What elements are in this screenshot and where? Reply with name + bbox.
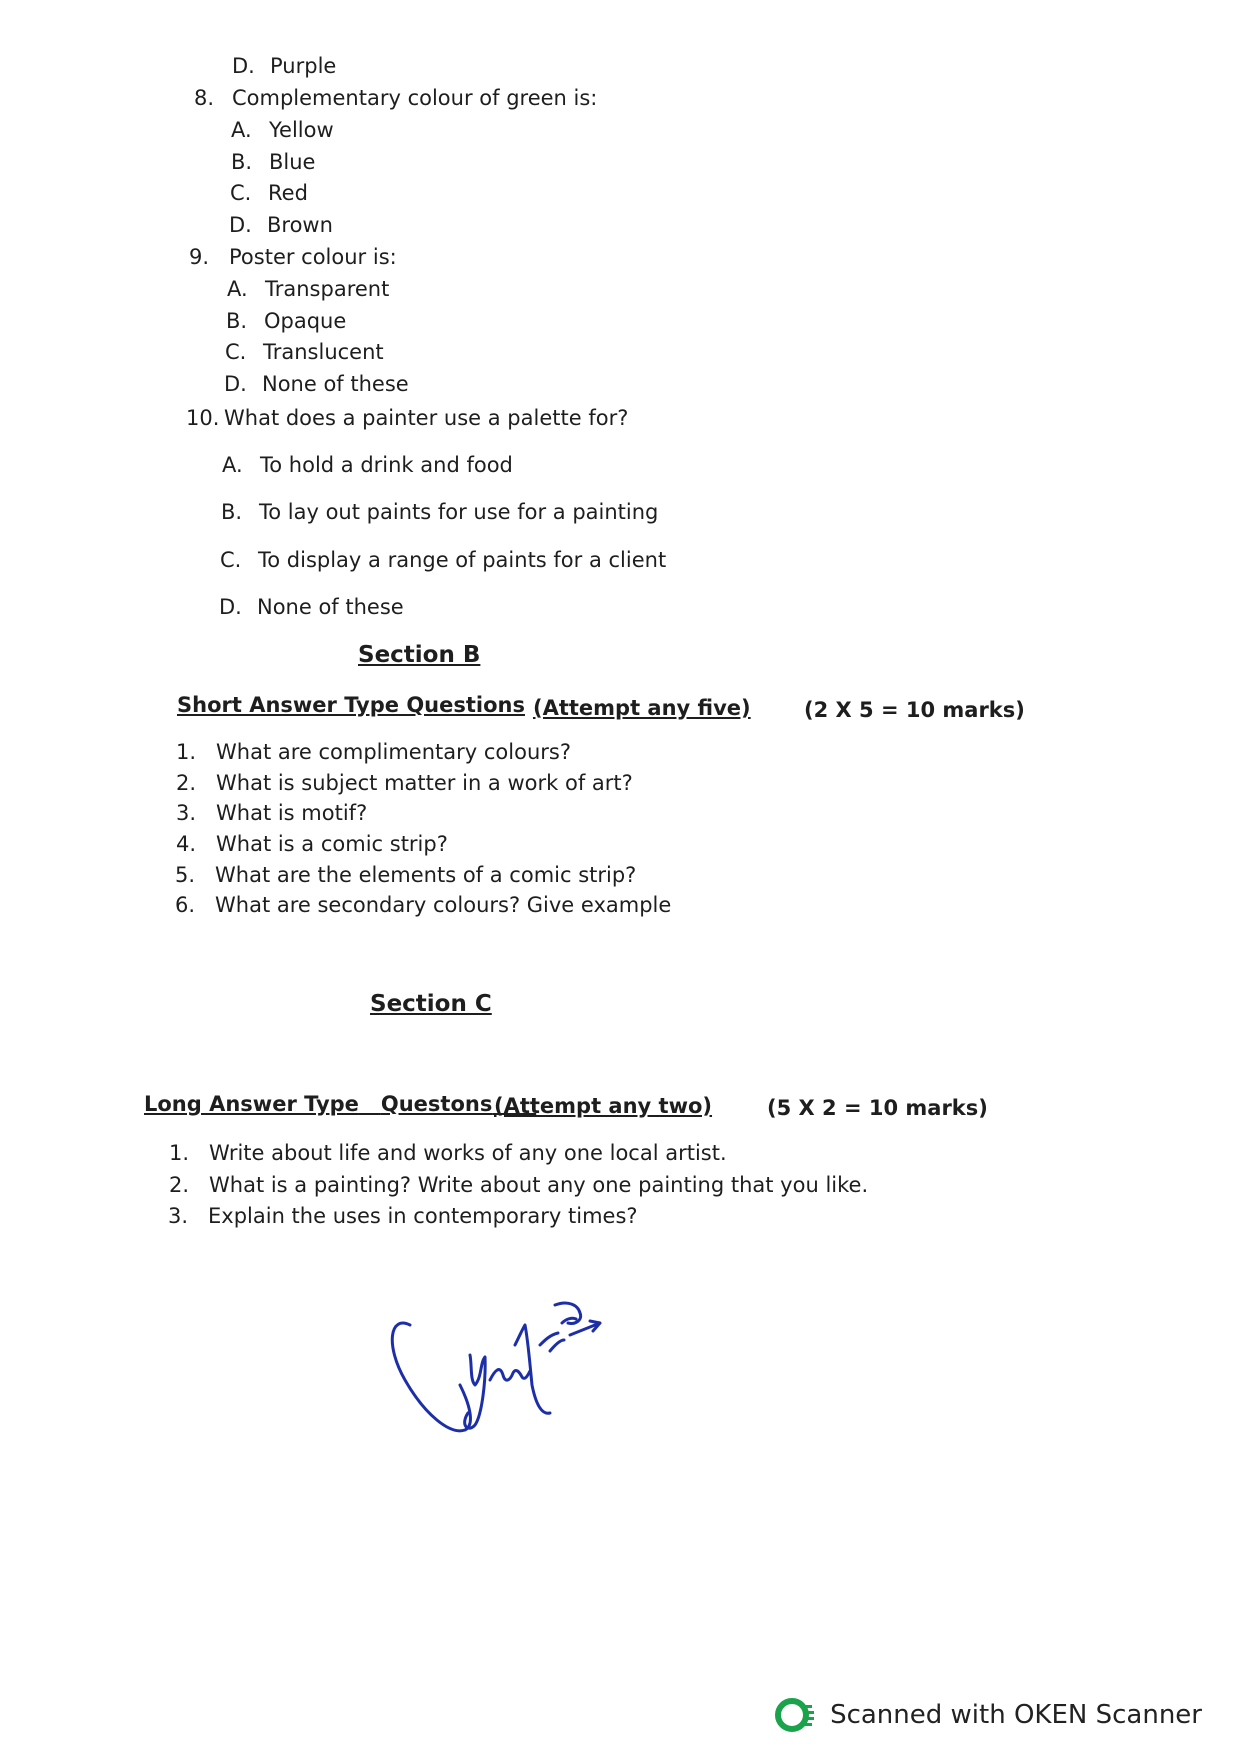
q9-option-d: D. None of these [224,372,409,396]
section-b-title: Section B [358,642,481,668]
q9-option-a: A. Transparent [227,277,390,301]
q8-option-d: D. Brown [229,213,333,237]
q9-option-b: B. Opaque [226,309,347,333]
scanner-watermark [774,1693,1202,1737]
section-c-marks: (5 X 2 = 10 marks) [767,1096,988,1120]
section-b-instruction: (Attempt any five) [533,696,751,720]
signature-icon [390,1285,630,1455]
section-c-question-1: 1. Write about life and works of any one local artist. [169,1141,727,1165]
section-b-question-2: 2. What is subject matter in a work of art? [176,771,633,795]
section-c-heading: Long Answer Type Questons [144,1092,493,1116]
q8-option-c: C. Red [230,181,308,205]
section-c-instruction: (Attempt any two) [494,1094,713,1118]
section-c-question-2: 2. What is a painting? Write about any one painting that you like. [169,1173,869,1197]
scanner-watermark-text: Scanned with OKEN Scanner [830,1700,1202,1730]
section-b-question-5: 5. What are the elements of a comic strip? [175,863,637,887]
section-c-title: Section C [370,991,492,1017]
section-b-question-6: 6. What are secondary colours? Give example [175,893,672,917]
section-b-question-4: 4. What is a comic strip? [176,832,448,856]
oken-scanner-logo-icon [774,1693,818,1737]
q10-option-a: A. To hold a drink and food [222,453,513,477]
section-b-heading: Short Answer Type Questions [177,693,525,717]
section-b-question-3: 3. What is motif? [176,801,368,825]
section-c-question-3: 3. Explain the uses in contemporary times? [168,1204,638,1228]
q8-option-a: A. Yellow [231,118,334,142]
question-8: 8. Complementary colour of green is: [194,86,598,110]
q10-option-c: C. To display a range of paints for a client [220,548,667,572]
question-9: 9. Poster colour is: [189,245,397,269]
q8-option-b: B. Blue [231,150,316,174]
q9-option-c: C. Translucent [225,340,384,364]
section-b-question-1: 1. What are complimentary colours? [176,740,571,764]
q10-option-b: B. To lay out paints for use for a painting [221,500,659,524]
section-b-marks: (2 X 5 = 10 marks) [804,698,1025,722]
q7-option-d: D. Purple [232,54,337,78]
q10-option-d: D. None of these [219,595,404,619]
question-10: 10. What does a painter use a palette for? [186,406,629,430]
